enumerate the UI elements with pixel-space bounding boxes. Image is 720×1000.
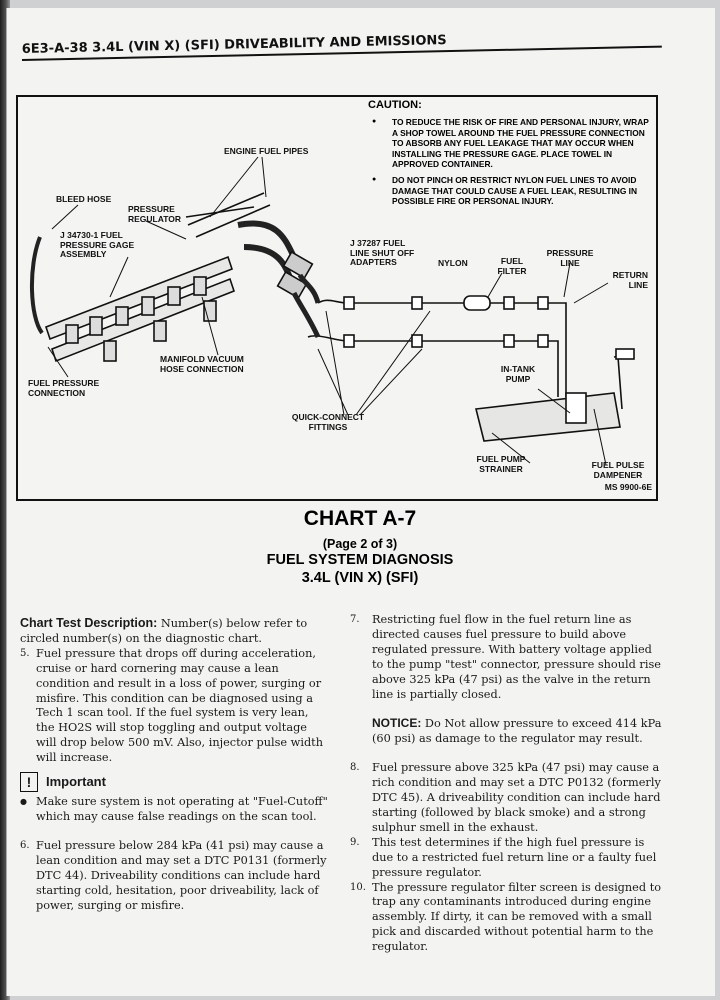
label-pressure-regulator: PRESSURE REGULATOR xyxy=(128,204,182,224)
label-manifold-vacuum: MANIFOLD VACUUM HOSE CONNECTION xyxy=(160,354,244,374)
label-bleed-hose: BLEED HOSE xyxy=(56,194,112,204)
list-item xyxy=(20,647,330,766)
item-number: 5. xyxy=(20,647,30,659)
label-pulse-dampener: FUEL PULSE DAMPENER xyxy=(591,460,645,480)
test-description-title: Chart Test Description: xyxy=(20,616,158,630)
item-text: Fuel pressure that drops off during acceleration, cruise or hard cornering may cause a lean condition and result in a loss of power, surging or misfire. This condition can be diagnosed using a Tech 1 scan tool. If the fuel system is very lean, the HO2S will stop toggling and output voltage will drop below 500 mV. Also, injector pulse width will increase. xyxy=(36,646,323,765)
caution-list xyxy=(370,117,650,212)
chart-engine: 3.4L (VIN X) (SFI) xyxy=(301,570,419,586)
notice-title: NOTICE: xyxy=(372,716,422,731)
item-text: Fuel pressure above 325 kPa (47 psi) may cause a rich condition and may set a DTC P0132 (formerly DTC 45). A driveability condition can include hard starting (followed by black smoke) and a strong sulphur smell in the exhaust. xyxy=(372,761,661,834)
label-pressure-line: PRESSURE LINE xyxy=(546,248,594,268)
page-header-title: 6E3-A-38 3.4L (VIN X) (SFI) DRIVEABILITY AND EMISSIONS xyxy=(21,33,447,58)
left-column xyxy=(20,616,330,913)
important-title: Important xyxy=(46,773,106,789)
item-number: 8. xyxy=(350,762,360,774)
important-heading xyxy=(20,772,330,792)
item-text: This test determines if the high fuel pressure is due to a restricted fuel return line or a faulty fuel pressure regulator. xyxy=(372,835,657,879)
list-item xyxy=(350,836,666,881)
item-text: Fuel pressure below 284 kPa (41 psi) may cause a lean condition and may set a DTC P0131 (formerly DTC 44). Driveability conditions can include hard starting cold, hesitation, poor driveability, lack of power, surging or misfire. xyxy=(36,838,327,912)
test-description-text: Number(s) below refer to circled number(s) on the diagnostic chart. xyxy=(20,617,308,645)
label-pump-strainer: FUEL PUMP STRAINER xyxy=(476,454,526,474)
label-in-tank-pump: IN-TANK PUMP xyxy=(500,364,536,384)
label-fuel-pressure-connection: FUEL PRESSURE CONNECTION xyxy=(28,378,100,398)
label-fuel-filter: FUEL FILTER xyxy=(497,256,527,276)
label-figure-code: MS 9900-6E xyxy=(604,482,652,492)
item-text: The pressure regulator filter screen is designed to trap any contaminants introduced during engine assembly. If dirty, it can be removed with a small pick and discarded without potential harm to the regulator. xyxy=(372,880,662,954)
list-item xyxy=(350,881,666,956)
label-return-line: RETURN LINE xyxy=(612,270,648,290)
notice-text: Do Not allow pressure to exceed 414 kPa (60 psi) as damage to the regulator may result. xyxy=(372,717,662,746)
chart-page: (Page 2 of 3) xyxy=(322,537,398,551)
fuel-system-diagram xyxy=(16,95,658,501)
caution-item: ● DO NOT PINCH OR RESTRICT NYLON FUEL LINES TO AVOID DAMAGE THAT COULD CAUSE A FUEL LEAK, RESULTING IN POSSIBLE FIRE OR PERSONAL INJURY. xyxy=(370,175,650,207)
label-shutoff-adapters: J 37287 FUEL LINE SHUT OFF ADAPTERS xyxy=(350,238,415,267)
chart-title: CHART A-7 xyxy=(303,507,417,530)
list-item xyxy=(350,613,666,702)
item-number: 7. xyxy=(350,614,360,625)
label-quick-connect: QUICK-CONNECT FITTINGS xyxy=(291,412,365,432)
chart-subtitle: FUEL SYSTEM DIAGNOSIS xyxy=(266,552,454,568)
caution-title: CAUTION: xyxy=(368,99,422,111)
item-number: 10. xyxy=(350,881,366,893)
notice xyxy=(350,716,666,747)
list-item xyxy=(350,761,666,836)
item-text: Restricting fuel flow in the fuel return line as directed causes fuel pressure to build above regulated pressure. With battery voltage applied to the pump "test" connector, pressure should rise above 325 kPa (47 psi) as the valve in the return line is partially closed. xyxy=(372,613,661,701)
item-number: 6. xyxy=(20,839,30,851)
test-description xyxy=(20,616,330,647)
label-nylon: NYLON xyxy=(438,258,468,268)
label-engine-fuel-pipes: ENGINE FUEL PIPES xyxy=(224,146,309,156)
list-item xyxy=(20,839,330,914)
item-number: 9. xyxy=(350,836,360,848)
right-column xyxy=(350,613,666,955)
caution-item: ● TO REDUCE THE RISK OF FIRE AND PERSONAL INJURY, WRAP A SHOP TOWEL AROUND THE FUEL PRESSURE CONNECTION TO ABSORB ANY FUEL LEAKAGE THAT MAY OCCUR WHEN INSTALLING THE PRESSURE GAGE. PLACE TOWEL IN APPROVED CONTAINER. xyxy=(370,117,650,170)
important-icon: ! xyxy=(20,772,38,792)
important-note: ● Make sure system is not operating at "Fuel-Cutoff" which may cause false readings on the scan tool. xyxy=(20,795,330,825)
label-gage-assembly: J 34730-1 FUEL PRESSURE GAGE ASSEMBLY xyxy=(60,230,135,259)
